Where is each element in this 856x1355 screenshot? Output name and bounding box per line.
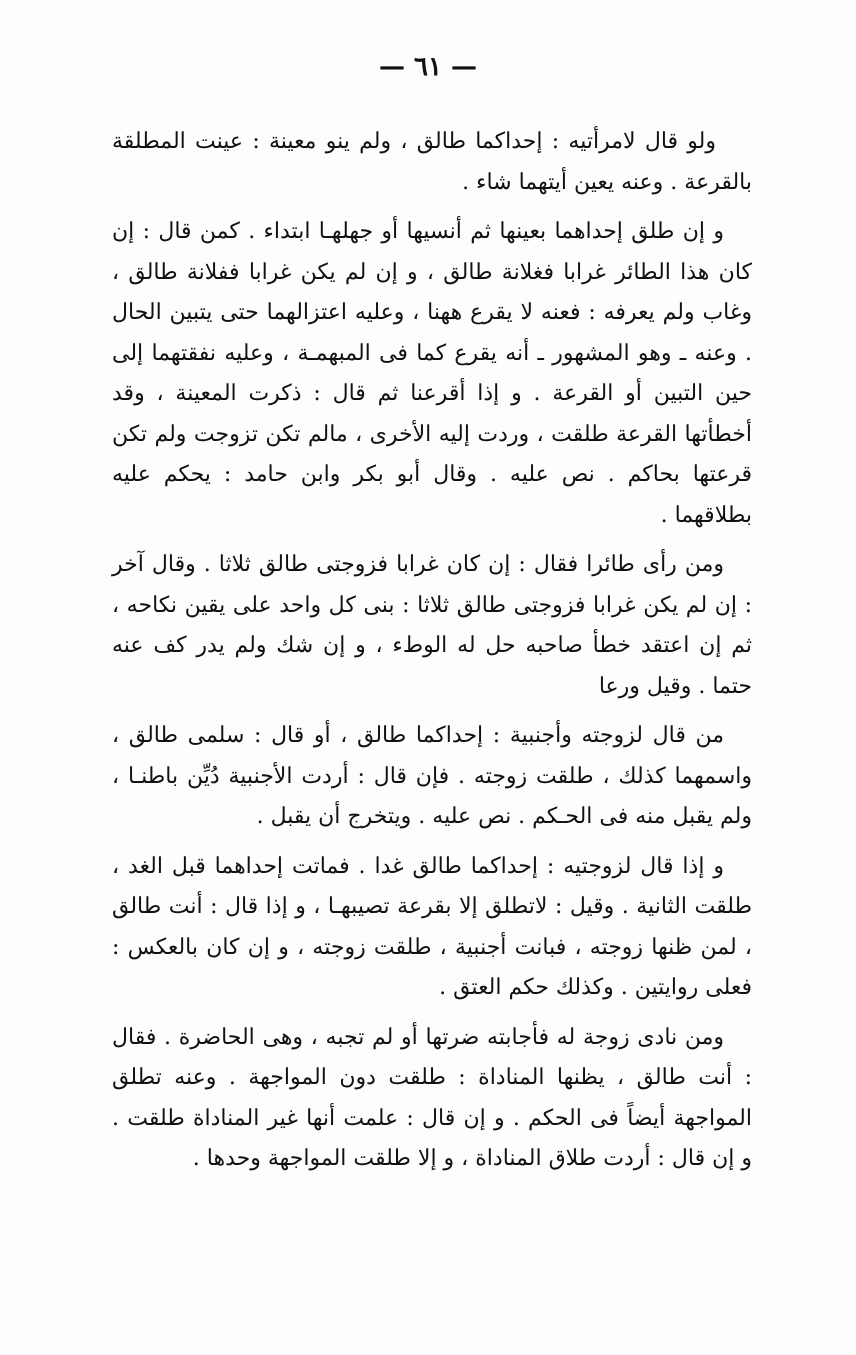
paragraph-3: ومن رأى طائرا فقال : إن كان غرابا فزوجتى طالق ثلاثا . وقال آخر : إن لم يكن غرابا فزوجتى طالق ثلاثا : بنى كل واحد على يقين نكاحه ، ثم إن اعتقد خطأ صاحبه حل له الوطء ، و إن شك ولم يدر كف عنه حتما . وقيل ورعا — [112, 552, 752, 699]
paragraph-1: ولو قال لامرأتيه : إحداكما طالق ، ولم ينو معينة : عينت المطلقة بالقرعة . وعنه يعين أيتهما شاء . — [112, 129, 752, 195]
page-body — [112, 122, 752, 1189]
paragraph-5: و إذا قال لزوجتيه : إحداكما طالق غدا . فماتت إحداهما قبل الغد ، طلقت الثانية . وقيل : لاتطلق إلا بقرعة تصيبهـا ، و إذا قال : أنت طالق ، لمن ظنها زوجته ، فبانت أجنبية ، طلقت زوجته ، و إن كان بالعكس : فعلى روايتين . وكذلك حكم العتق . — [112, 853, 752, 1000]
paragraph-2: و إن طلق إحداهما بعينها ثم أنسيها أو جهلهـا ابتداء . كمن قال : إن كان هذا الطائر غرابا فغلانة طالق ، و إن لم يكن غرابا ففلانة طالق ، وغاب ولم يعرفه : فعنه لا يقرع ههنا ، وعليه اعتزالهما حتى يتبين الحال . وعنه ـ وهو المشهور ـ أنه يقرع كما فى المبهمـة ، وعليه نفقتهما إلى حين التبين أو القرعة . و إذا أقرعنا ثم قال : ذكرت المعينة ، وقد أخطأتها القرعة طلقت ، وردت إليه الأخرى ، مالم تكن تزوجت ولم تكن قرعتها بحاكم . نص عليه . وقال أبو بكر وابن حامد : يحكم عليه بطلاقهما . — [112, 219, 752, 528]
paragraph-4: من قال لزوجته وأجنبية : إحداكما طالق ، أو قال : سلمى طالق ، واسمهما كذلك ، طلقت زوجته . فإن قال : أردت الأجنبية دُيِّن باطنـا ، ولم يقبل منه فى الحـكم . نص عليه . ويتخرج أن يقبل . — [112, 723, 752, 829]
paragraph-6: ومن نادى زوجة له فأجابته ضرتها أو لم تجبه ، وهى الحاضرة . فقال : أنت طالق ، يظنها المناداة : طلقت دون المواجهة . وعنه تطلق المواجهة أيضاً فى الحكم . و إن قال : علمت أنها غير المناداة طلقت . و إن قال : أردت طلاق المناداة ، و إلا طلقت المواجهة وحدها . — [112, 1024, 752, 1171]
page-number: — ٦١ — — [378, 52, 478, 82]
